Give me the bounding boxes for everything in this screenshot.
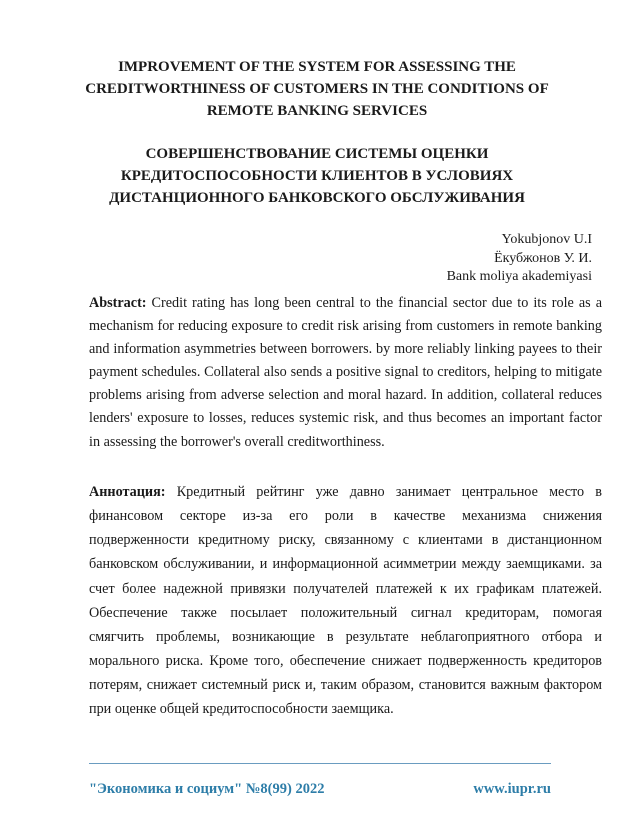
abstract-line: and information asymmetries between borrowers. by more reliably linking payees to their (89, 341, 602, 358)
footer-website-link[interactable]: www.iupr.ru (473, 781, 551, 797)
abstract-line: mechanism for reducing exposure to credit risk arising from customers in remote banking (89, 318, 602, 335)
title-en-line: IMPROVEMENT OF THE SYSTEM FOR ASSESSING THE (118, 59, 516, 75)
title-russian (60, 143, 574, 209)
annotation-line: счет более надежной привязки получателей платежей к их графикам платежей. (89, 580, 602, 597)
author-affiliation: Bank moliya akademiyasi (446, 269, 592, 284)
annotation-line: морального риска. Кроме того, обеспечение снижает подверженность кредиторов (89, 653, 602, 670)
title-english (60, 56, 574, 122)
title-en-line: REMOTE BANKING SERVICES (206, 103, 428, 119)
annotation-line: подверженности кредитному риску, связанному с клиентами в дистанционном (89, 532, 602, 549)
abstract-label: Abstract: (89, 295, 147, 311)
title-ru-line: ДИСТАНЦИОННОГО БАНКОВСКОГО ОБСЛУЖИВАНИЯ (109, 190, 525, 206)
annotation-line: Обеспечение также посылает положительный сигнал кредиторам, помогая (89, 604, 602, 621)
abstract-russian (89, 480, 602, 722)
footer-rule (89, 763, 551, 764)
abstract-english (89, 292, 602, 454)
annotation-line: Аннотация: Кредитный рейтинг уже давно занимает центральное место в (89, 484, 602, 500)
title-ru-line: КРЕДИТОСПОСОБНОСТИ КЛИЕНТОВ В УСЛОВИЯХ (120, 168, 514, 184)
title-en-line: CREDITWORTHINESS OF CUSTOMERS IN THE CONDITIONS OF (85, 81, 549, 97)
annotation-line: при оценке общей кредитоспособности заемщика. (89, 701, 394, 718)
annotation-line: финансовом секторе из-за его роли в качестве механизма снижения (89, 508, 602, 525)
footer-journal: "Экономика и социум" №8(99) 2022 (89, 781, 325, 797)
abstract-line: Abstract: Credit rating has long been central to the financial sector due to its role as a (89, 295, 602, 311)
author-name-en: Yokubjonov U.I (501, 232, 592, 247)
annotation-line: смягчить проблемы, возникающие в результате неблагоприятного отбора и (89, 628, 602, 645)
annotation-line: потерям, снижает системный риск и, таким образом, становится важным фактором (89, 677, 602, 694)
annotation-label: Аннотация: (89, 484, 166, 500)
author-block (447, 231, 592, 287)
abstract-line: lenders' exposure to losses, reduces systemic risk, and thus becomes an important factor (89, 410, 602, 427)
annotation-line: банковском обслуживании, и информационной асимметрии между заемщиками. за (89, 556, 602, 573)
abstract-line: problems arising from adverse selection and moral hazard. In addition, collateral reduces (89, 387, 602, 404)
abstract-line: in assessing the borrower's overall creditworthiness. (89, 433, 385, 450)
title-ru-line: СОВЕРШЕНСТВОВАНИЕ СИСТЕМЫ ОЦЕНКИ (145, 146, 489, 162)
author-name-ru: Ёкубжонов У. И. (494, 250, 592, 266)
abstract-line: payment schedules. Collateral also sends a positive signal to creditors, helping to mitigate (89, 364, 602, 381)
